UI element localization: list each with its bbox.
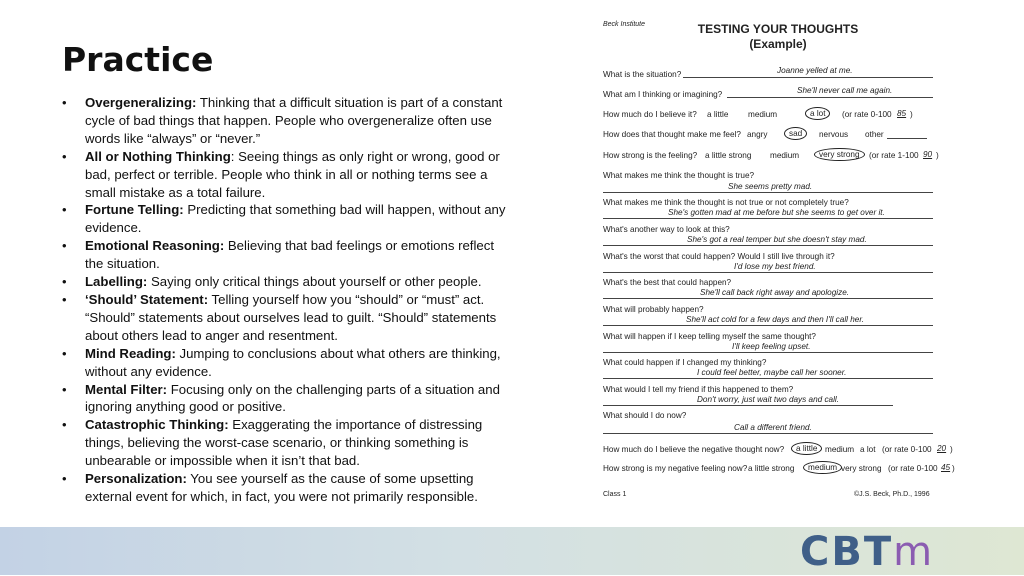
worksheet-title: TESTING YOUR THOUGHTS [697,22,859,36]
answer-line [603,325,933,326]
worksheet-institute: Beck Institute [603,21,646,28]
worksheet-question: What makes me think the thought is true? [603,171,755,180]
worksheet-question: What will happen if I keep telling myself the same thought? [603,332,816,341]
bullet-text: Believing that bad feelings or emotions reflect the situation. [85,238,494,272]
bullet-term: All or Nothing Thinking [85,148,231,164]
bullet-term: Fortune Telling: [85,202,184,218]
worksheet-answer: I could feel better, maybe call her sooner. [697,368,847,377]
worksheet-answer: She'll act cold for a few days and then I'll call her. [686,315,865,324]
worksheet-question: What's another way to look at this? [603,225,730,234]
worksheet-subtitle: (Example) [749,37,807,51]
feeling-option-selected [789,129,807,138]
bullet-text: Predicting that something bad will happen, without any evidence. [85,202,506,236]
worksheet-answer: She seems pretty mad. [728,182,813,191]
rating-option: a little [707,110,729,119]
worksheet-answer: Joanne yelled at me. [777,66,853,75]
worksheet-question: What's the best that could happen? [603,278,732,287]
strength-option: a little strong [705,151,752,160]
bullet-text: Telling yourself how you “should” or “must” act. “Should” statements about ourselves lead to guilt. “Should” statements about others lead to anger and resentment. [85,291,497,343]
bullet-text: Exaggerating the importance of distressing things, believing the worst-case scenario, or thinking something is unbearable or impossible when it isn’t that bad. [85,417,483,469]
worksheet-answer: I'll keep feeling upset. [732,342,811,351]
rating-option: (or rate 0-100 [888,464,938,473]
slide-title: Practice [62,40,214,79]
rating-option-selected [810,109,830,118]
rating-option: ) [950,445,953,454]
list-item [62,201,514,237]
worksheet-question: What will probably happen? [603,305,704,314]
list-item [62,470,514,506]
rating-value: 45 [941,463,951,472]
bullet-text: Thinking that a difficult situation is part of a constant cycle of bad things that happen. People who overgeneralize often use words like “always” or “never.” [85,95,503,146]
worksheet-question: What makes me think the thought is not true or not completely true? [603,198,849,207]
worksheet-answer: She'll call back right away and apologize. [700,288,850,297]
bullet-text: : Seeing things as only right or wrong, good or bad, perfect or terrible. People who think in all or nothing terms see a small mistake as a total failure. [85,148,500,200]
cbtm-logo [800,528,934,576]
bullet-term: Catastrophic Thinking: [85,417,229,433]
list-item [62,148,514,202]
strength-option-selected [819,150,865,159]
rating-option: medium [825,445,855,454]
rating-option: a lot [860,445,876,454]
answer-line [603,192,933,193]
class-label: Class 1 [603,491,627,498]
distortion-list [62,94,514,506]
list-item [62,381,514,417]
copyright-text: ©J.S. Beck, Ph.D., 1996 [854,491,930,498]
worksheet-question: What is the situation? [603,70,682,79]
answer-line [603,433,933,434]
answer-line [603,352,933,353]
circled-choice: a lot [805,107,830,120]
rating-option: ) [910,110,913,119]
worksheet-answer: I'd lose my best friend. [734,262,816,271]
rating-option: ) [936,151,939,160]
bullet-term: Mental Filter: [85,381,168,397]
feeling-option: angry [747,130,768,139]
rating-value: 20 [937,444,947,453]
bullet-term: ‘Should’ Statement: [85,291,209,307]
circled-choice: very strong [814,148,865,161]
bullet-text: Saying only critical things about yourself or other people. [147,274,482,290]
feeling-option: other [865,130,884,139]
list-item [62,273,514,291]
worksheet-question: What would I tell my friend if this happened to them? [603,385,794,394]
worksheet-question: How much do I believe the negative thought now? [603,445,785,454]
list-item [62,291,514,345]
rating-option: ) [952,464,955,473]
worksheet-answer: Don't worry, just wait two days and call. [697,395,840,404]
circled-choice: sad [784,127,807,140]
worksheet-question: What am I thinking or imagining? [603,90,723,99]
rating-option: (or rate 0-100 [882,445,932,454]
rating-value: 90 [923,150,933,159]
strength-option-selected [808,463,842,472]
bullet-text: Jumping to conclusions about what others are thinking, without any evidence. [85,345,501,379]
answer-line [603,272,933,273]
worksheet-question: What should I do now? [603,411,687,420]
answer-line [603,298,933,299]
worksheet-answer: Call a different friend. [734,423,812,432]
feeling-option: nervous [819,130,849,139]
strength-option: medium [770,151,800,160]
strength-option: very strong [841,464,882,473]
rating-option-selected [796,444,822,453]
answer-line [603,378,933,379]
list-item [62,416,514,470]
rating-option: (or rate 1-100 [869,151,919,160]
answer-line [603,245,933,246]
logo-text: CBT [800,529,894,575]
list-item [62,94,514,148]
answer-line [603,405,893,406]
answer-line [727,97,933,98]
worksheet-question: What's the worst that could happen? Would I still live through it? [603,252,835,261]
answer-line [887,138,927,139]
circled-choice: a little [791,442,822,455]
worksheet-question: How much do I believe it? [603,110,697,119]
worksheet-image [597,14,959,509]
rating-option: (or rate 0-100 [842,110,892,119]
worksheet-question: How strong is my negative feeling now? [603,464,748,473]
rating-option: medium [748,110,778,119]
circled-choice: medium [803,461,842,474]
bullet-text: You see yourself as the cause of some upsetting external event for which, in fact, you were not primarily responsible. [85,471,478,504]
logo-accent: m [893,529,935,575]
answer-line [683,77,933,78]
list-item [62,237,514,273]
bullet-term: Mind Reading: [85,345,176,361]
worksheet-answer: She's got a real temper but she doesn't stay mad. [687,235,867,244]
rating-value: 85 [897,109,907,118]
worksheet-question: How strong is the feeling? [603,151,698,160]
worksheet-answer: She'll never call me again. [797,86,893,95]
strength-option: a little strong [748,464,795,473]
worksheet-answer: She's gotten mad at me before but she seems to get over it. [668,208,885,217]
list-item [62,345,514,381]
bullet-term: Overgeneralizing: [85,95,197,110]
answer-line [603,218,933,219]
bullet-term: Personalization: [85,471,187,487]
bullet-text: Focusing only on the challenging parts of a situation and ignoring anything good or positive. [85,381,500,415]
worksheet-question: How does that thought make me feel? [603,130,741,139]
bullet-term: Emotional Reasoning: [85,238,225,254]
worksheet-question: What could happen if I changed my thinking? [603,358,767,367]
bullet-term: Labelling: [85,274,148,290]
